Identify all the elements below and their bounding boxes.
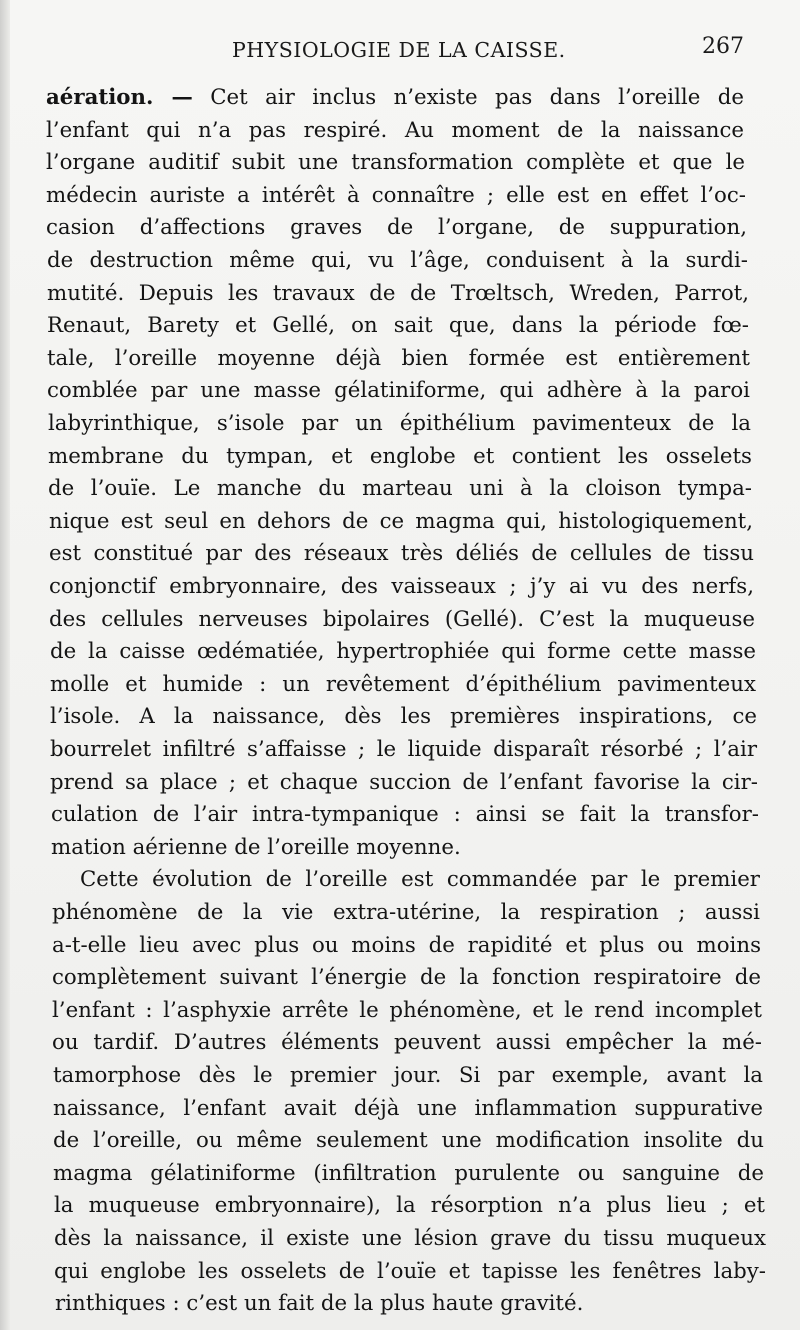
text-line: culation de l’air intra-tympanique : ainsi se fait la transfor- [51, 802, 759, 828]
text-line: magma gélatiniforme (infiltration purulente ou sanguine de [53, 1160, 764, 1186]
text-line: tamorphose dès le premier jour. Si par exemple, avant la [53, 1063, 763, 1088]
text-line: médecin auriste a intérêt à connaître ; elle est en effet l’oc- [46, 182, 746, 208]
text-line: bourrelet infiltré s’affaisse ; le liquide disparaît résorbé ; l’air [50, 737, 757, 762]
text-line: mutité. Depuis les travaux de de Trœltsch, Wreden, Parrot, [47, 280, 749, 306]
text-line: l’enfant : l’asphyxie arrête le phénomène, et le rend incomplet [52, 997, 762, 1023]
text-line: nique est seul en dehors de ce magma qui, histologiquement, [49, 508, 753, 534]
text-run: Cet air inclus n’existe pas dans l’oreille de [192, 85, 744, 110]
running-head [0, 30, 800, 70]
text-line: de l’oreille, ou même seulement une modification insolite du [53, 1128, 764, 1154]
text-line: qui englobe les osselets de l’ouïe et tapisse les fenêtres laby- [54, 1258, 766, 1284]
text-line: Renaut, Barety et Gellé, on sait que, dans la période fœ- [47, 313, 749, 339]
running-title: PHYSIOLOGIE DE LA CAISSE. [232, 38, 566, 62]
text-line: comblée par une masse gélatiniforme, qui adhère à la paroi [47, 378, 750, 404]
text-line: de la caisse œdématiée, hypertrophiée qui forme cette masse [50, 639, 756, 665]
page-number: 267 [702, 34, 744, 59]
text-line: phénomène de la vie extra-utérine, la respiration ; aussi [52, 900, 760, 925]
text-line: tale, l’oreille moyenne déjà bien formée est entièrement [47, 345, 750, 371]
text-line: l’enfant qui n’a pas respiré. Au moment de la naissance [46, 117, 744, 143]
text-line: de l’ouïe. Le manche du marteau uni à la cloison tympa- [48, 476, 752, 502]
text-line: ou tardif. D’autres éléments peuvent aussi empêcher la mé- [52, 1030, 762, 1056]
text-line: prend sa place ; et chaque succion de l’enfant favorise la cir- [50, 769, 758, 795]
text-line: la muqueuse embryonnaire), la résorption n’a plus lieu ; et [54, 1193, 765, 1219]
text-line: est constitué par des réseaux très déliés de cellules de tissu [49, 541, 754, 567]
text-line: mation aérienne de l’oreille moyenne. [51, 834, 461, 860]
text-line: a-t-elle lieu avec plus ou moins de rapidité et plus ou moins [52, 932, 761, 958]
text-line: dès la naissance, il existe une lésion grave du tissu muqueux [54, 1226, 766, 1251]
text-line: casion d’affections graves de l’organe, de suppuration, [46, 215, 747, 241]
text-line: rinthiques : c’est un fait de la plus haute gravité. [55, 1291, 584, 1317]
bold-lead-word: aération. — [46, 85, 193, 110]
text-line: l’isole. A la naissance, dès les premières inspirations, ce [50, 704, 757, 730]
text-line [46, 82, 744, 114]
text-line: membrane du tympan, et englobe et contient les osselets [48, 443, 752, 469]
text-line: naissance, l’enfant avait déjà une inflammation suppurative [53, 1095, 763, 1121]
text-line: conjonctif embryonnaire, des vaisseaux ; j’y ai vu des nerfs, [49, 574, 754, 599]
text-line: Cette évolution de l’oreille est commandée par le premier [80, 867, 760, 893]
text-line: complètement suivant l’énergie de la fonction respiratoire de [52, 965, 761, 991]
text-line: des cellules nerveuses bipolaires (Gellé). C’est la muqueuse [49, 606, 755, 632]
text-line: labyrinthique, s’isole par un épithélium pavimenteux de la [48, 411, 751, 436]
text-line: l’organe auditif subit une transformation complète et que le [46, 150, 745, 176]
text-line: molle et humide : un revêtement d’épithélium pavimenteux [50, 671, 756, 697]
text-line: de destruction même qui, vu l’âge, conduisent à la surdi- [47, 248, 748, 273]
